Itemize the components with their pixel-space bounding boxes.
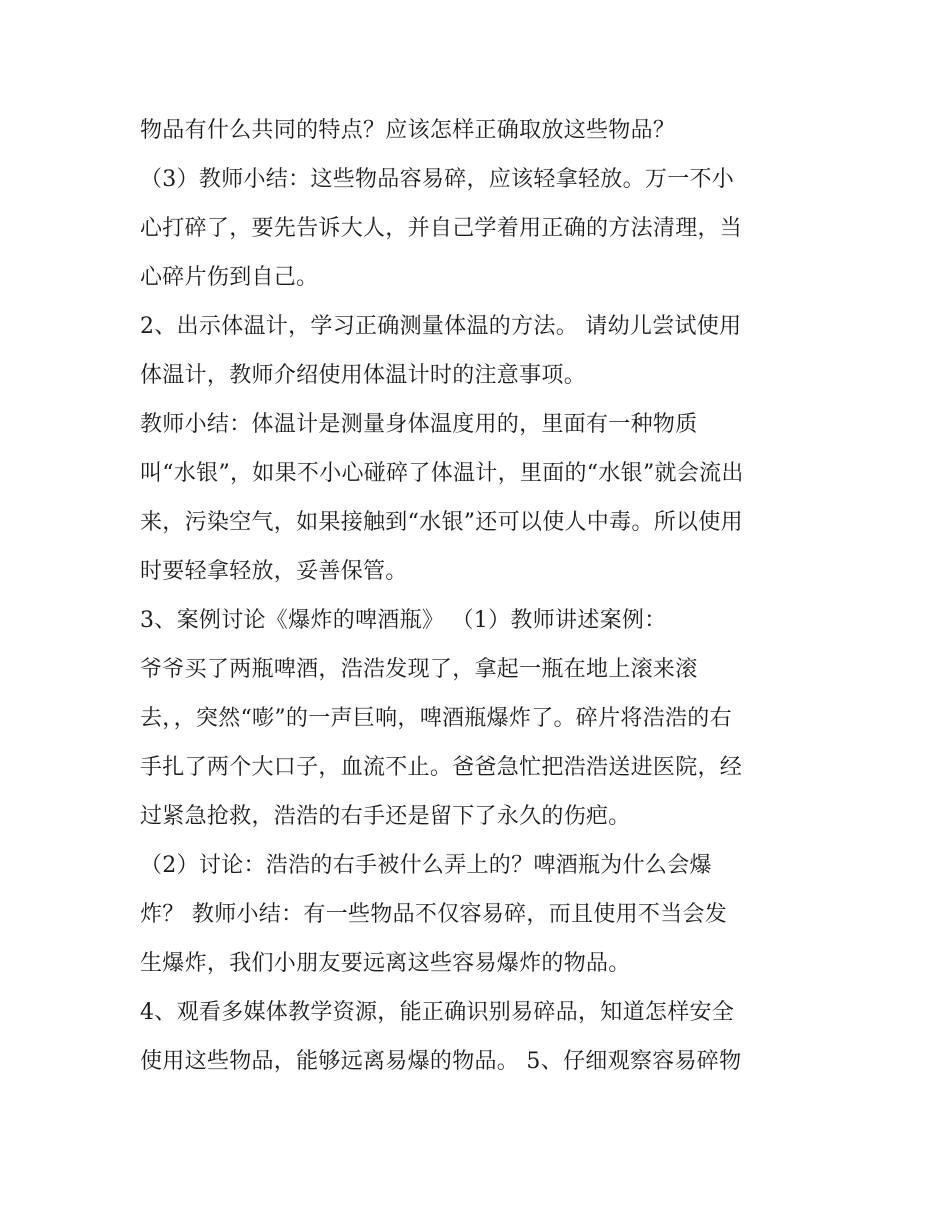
text-line: 使用这些物品，能够远离易爆的物品。 5、仔细观察容易碎物: [140, 1049, 742, 1074]
text-line: 心打碎了，要先告诉大人，并自己学着用正确的方法清理，当: [140, 216, 743, 241]
text-line: 心碎片伤到自己。: [140, 265, 319, 290]
text-line: 教师小结：体温计是测量身体温度用的，里面有一种物质: [140, 412, 698, 437]
text-line: 体温计，教师介绍使用体温计时的注意事项。: [140, 363, 587, 388]
text-line: （3）教师小结：这些物品容易碎，应该轻拿轻放。万一不小: [140, 167, 735, 192]
text-line: 2、出示体温计，学习正确测量体温的方法。 请幼儿尝试使用: [140, 314, 742, 339]
document-body: [140, 106, 830, 1086]
text-line: 物品有什么共同的特点？应该怎样正确取放这些物品？: [140, 118, 676, 143]
text-line: 4、观看多媒体教学资源，能正确识别易碎品，知道怎样安全: [140, 1000, 735, 1025]
text-line: （2）讨论：浩浩的右手被什么弄上的？啤酒瓶为什么会爆: [140, 853, 712, 878]
text-line: 3、案例讨论《爆炸的啤酒瓶》 （1）教师讲述案例：: [140, 608, 667, 633]
text-line: 爷爷买了两瓶啤酒，浩浩发现了，拿起一瓶在地上滚来滚: [140, 657, 698, 682]
text-line: 叫“水银”，如果不小心碰碎了体温计，里面的“水银”就会流出: [140, 461, 744, 486]
text-line: 过紧急抢救，浩浩的右手还是留下了永久的伤疤。: [140, 804, 631, 829]
text-line: 手扎了两个大口子，血流不止。爸爸急忙把浩浩送进医院，经: [140, 755, 743, 780]
text-line: 生爆炸，我们小朋友要远离这些容易爆炸的物品。: [140, 951, 631, 976]
text-line: 来，污染空气，如果接触到“水银”还可以使人中毒。所以使用: [140, 510, 743, 535]
text-line: 炸？ 教师小结：有一些物品不仅容易碎，而且使用不当会发: [140, 902, 728, 927]
text-line: 去，，突然“嘭”的一声巨响，啤酒瓶爆炸了。碎片将浩浩的右: [140, 706, 732, 731]
text-line: 时要轻拿轻放，妥善保管。: [140, 559, 408, 584]
